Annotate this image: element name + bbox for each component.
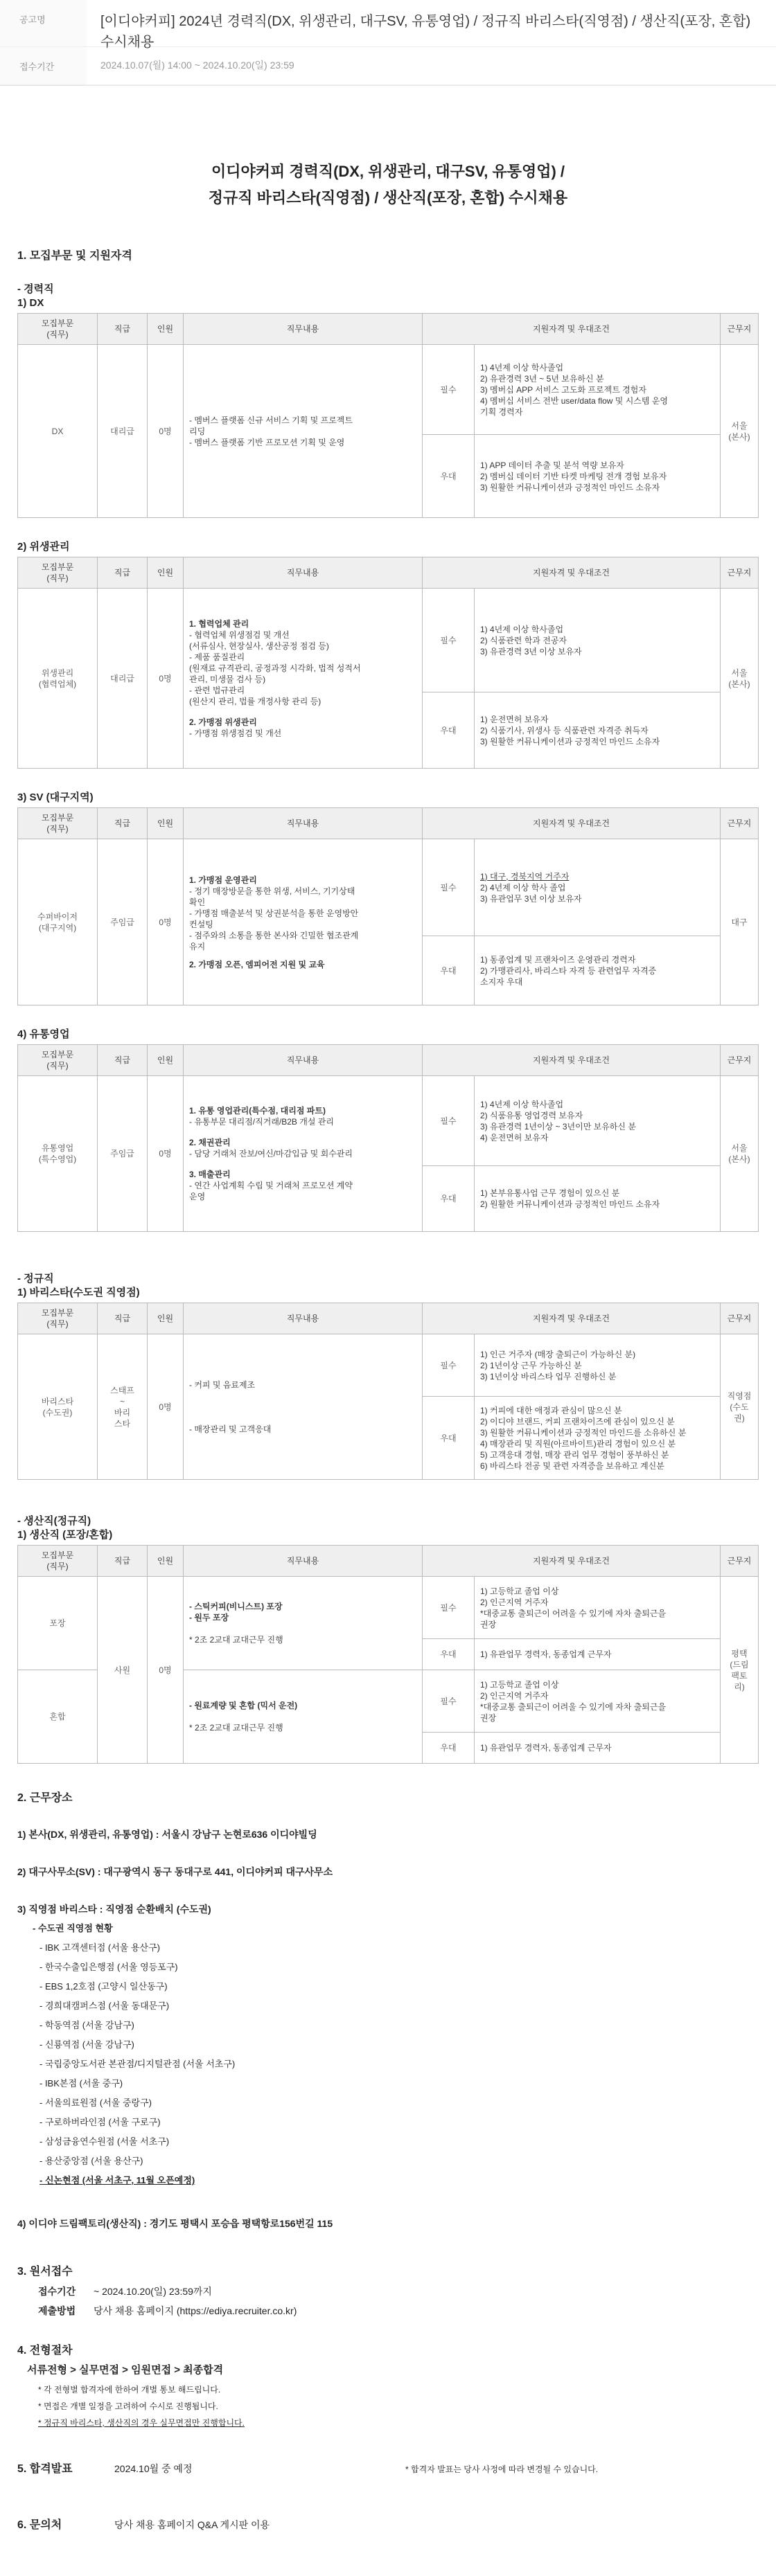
col-duties: 직무내용 [184,1546,423,1577]
period-label: 접수기간 [0,47,87,84]
dept-cell-packing: 포장 [18,1577,98,1670]
pref-label: 우대 [423,1639,475,1670]
section-announce-title: 5. 합격발표 [17,2463,73,2475]
location-hq: 1) 본사(DX, 위생관리, 유통영업) : 서울시 강남구 논현로636 이디야빌딩 [17,1829,317,1840]
col-loc: 근무지 [721,808,759,839]
pref-cell: 1) 유관업무 경력자, 동종업계 근무자 [475,1733,721,1764]
pref-cell: 1) APP 데이터 추출 및 분석 역량 보유자 2) 멤버십 데이터 기반 타켓 마케팅 전개 경험 보유자 3) 원활한 커뮤니케이션과 긍정적인 마인드 소유자 [475,435,721,518]
sv-table [17,807,759,1005]
req-label: 필수 [423,589,475,692]
duties-heading-3: 3. 매출관리 [189,1170,231,1179]
duties-body-2: - 담당 거래처 잔보/여신/마감입금 및 회수관리 [189,1149,353,1159]
req-label: 필수 [423,1334,475,1397]
col-count: 인원 [148,1303,184,1334]
col-qual: 지원자격 및 우대조건 [423,808,721,839]
col-rank: 직급 [98,808,148,839]
duties-heading-2: 2. 가맹점 오픈, 엠피어전 지원 및 교육 [189,959,325,969]
list-item: - 삼성금융연수원점 (서울 서초구) [39,2136,170,2147]
duties-cell [184,589,423,769]
duties-cell-packing [184,1577,423,1670]
list-item: - 구로하버라인점 (서울 구로구) [39,2117,161,2127]
duties-heading-1: 1. 가맹점 운영관리 [189,875,257,885]
duties-body-1: - 협력업체 위생점검 및 개선 (서류심사, 현장실사, 생산공정 점검 등) - 제품 품질관리 (원재료 규격관리, 공정과정 시각화, 법적 성적서 관리, 미생물 검사 등) - 관련 법규관리 (원산지 관리, 법률 개정사항 관리 등) [189,629,361,706]
col-count: 인원 [148,1045,184,1076]
duties-heading-1: 1. 협력업체 관리 [189,618,249,629]
list-item: - 한국수출입은행점 (서울 영등포구) [39,1962,178,1972]
location-factory: 4) 이디야 드림팩토리(생산직) : 경기도 평택시 포승읍 평택항로156번길 115 [17,2218,333,2229]
hygiene-table [17,557,759,769]
loc-cell: 직영점 (수도권) [721,1334,759,1480]
store-list-heading: - 수도권 직영점 현황 [33,1923,113,1933]
dx-table [17,313,759,518]
col-qual: 지원자격 및 우대조건 [423,557,721,589]
rank-cell: 스태프 ~ 바리 스타 [98,1334,148,1480]
req-label: 필수 [423,839,475,936]
req-label: 필수 [423,345,475,435]
apply-period-value: ~ 2024.10.20(일) 23:59까지 [94,2286,212,2297]
pref-cell: 1) 동종업계 및 프랜차이즈 운영관리 경력자 2) 가맹관리사, 바리스타 자격 등 관련업무 자격증 소지자 우대 [475,936,721,1005]
req-rest: 2) 4년제 이상 학사 졸업 3) 유관업무 3년 이상 보유자 [480,882,582,904]
production-table [17,1545,759,1764]
list-item: - 신룡역점 (서울 강남구) [39,2039,134,2050]
list-item: - 용산중앙점 (서울 용산구) [39,2156,143,2166]
col-qual: 지원자격 및 우대조건 [423,314,721,345]
col-rank: 직급 [98,314,148,345]
req-cell [475,839,721,936]
rank-cell: 주임급 [98,839,148,1005]
contact-value: 당사 채용 홈페이지 Q&A 게시판 이용 [114,2519,270,2530]
location-daegu: 2) 대구사무소(SV) : 대구광역시 동구 동대구로 441, 이디야커피 대구사무소 [17,1866,333,1877]
req-cell: 1) 고등학교 졸업 이상 2) 인근지역 거주자 *대중교통 출퇴근이 어려울 수 있기에 자차 출퇴근을 권장 [475,1577,721,1639]
pref-label: 우대 [423,1733,475,1764]
duties-heading-1: - 스틱커피(비니스트) 포장 [189,1602,283,1611]
rank-cell: 대리급 [98,345,148,518]
col-rank: 직급 [98,1546,148,1577]
loc-cell: 서울 (본사) [721,589,759,769]
career-label: - 경력직 [17,283,54,295]
section-apply-title: 3. 원서접수 [17,2266,73,2278]
apply-method-label: 제출방법 [38,2305,76,2316]
pref-label: 우대 [423,692,475,769]
barista-title: 1) 바리스타(수도권 직영점) [17,1287,140,1298]
count-cell: 0명 [148,589,184,769]
title-line-1: 이디야커피 경력직(DX, 위생관리, 대구SV, 유통영업) / [211,163,565,180]
count-cell: 0명 [148,1076,184,1232]
req-cell: 1) 4년제 이상 학사졸업 2) 유관경력 3년 ~ 5년 보유하신 분 3) 멤버십 APP 서비스 고도화 프로젝트 경험자 4) 멤버십 서비스 전반 user/data flow 및 시스템 운영 기획 경력자 [475,345,721,435]
pref-label: 우대 [423,1397,475,1480]
loc-cell: 평택 (드림 팩토리) [721,1577,759,1764]
rank-cell: 사원 [98,1577,148,1764]
pref-cell: 1) 유관업무 경력자, 동종업계 근무자 [475,1639,721,1670]
col-dept: 모집부문 (직무) [18,1546,98,1577]
apply-period-label: 접수기간 [38,2286,76,2297]
col-duties: 직무내용 [184,1045,423,1076]
dx-title: 1) DX [17,297,44,309]
req-cell: 1) 4년제 이상 학사졸업 2) 식품유통 영업경력 보유자 3) 유관경력 1년이상 ~ 3년이만 보유하신 분 4) 운전면허 보유자 [475,1076,721,1166]
req-cell: 1) 고등학교 졸업 이상 2) 인근지역 거주자 *대중교통 출퇴근이 어려울 수 있기에 자차 출퇴근을 권장 [475,1670,721,1733]
pref-label: 우대 [423,435,475,518]
duties-cell-mixing [184,1670,423,1764]
duties-cell: - 멤버스 플랫폼 신규 서비스 기획 및 프로젝트 리딩 - 멤버스 플랫폼 기반 프로모션 기획 및 운영 [184,345,423,518]
list-item: - IBK본점 (서울 중구) [39,2078,123,2088]
apply-method-row [17,2301,759,2320]
store-list [17,1919,759,2190]
list-item-upcoming: - 신논현점 (서울 서초구, 11월 오픈예정) [39,2175,195,2185]
count-cell: 0명 [148,1334,184,1480]
col-rank: 직급 [98,557,148,589]
duties-body-1: - 유통부문 대리점/직거래/B2B 개설 관리 [189,1117,334,1127]
col-duties: 직무내용 [184,1303,423,1334]
dept-cell: DX [18,345,98,518]
list-item: - 국립중앙도서관 본관점/디지털관점 (서울 서초구) [39,2059,236,2069]
hygiene-title: 2) 위생관리 [17,541,70,553]
duties-heading-2: - 원료계량 및 혼합 (믹서 운전) [189,1701,298,1710]
col-loc: 근무지 [721,314,759,345]
col-duties: 직무내용 [184,314,423,345]
dept-cell: 유통영업 (특수영업) [18,1076,98,1232]
list-item: - EBS 1,2호점 (고양시 일산동구) [39,1981,168,1992]
duties-body-1: - 원두 포장 [189,1613,229,1622]
regular-label: - 정규직 [17,1273,54,1285]
process-flow: 서류전형 > 실무면접 > 임원면접 > 최종합격 [27,2364,224,2376]
rank-cell: 대리급 [98,589,148,769]
dept-cell: 위생관리 (협력업체) [18,589,98,769]
process-note-2: * 면접은 개별 일정을 고려하여 수시로 진행됩니다. [38,2401,218,2411]
dept-cell: 수퍼바이저 (대구지역) [18,839,98,1005]
count-cell: 0명 [148,345,184,518]
list-item: - 서울의료원점 (서울 중랑구) [39,2098,152,2108]
col-dept: 모집부문 (직무) [18,314,98,345]
section-recruit-title: 1. 모집부문 및 지원자격 [17,250,132,262]
list-item: - 경희대캠퍼스점 (서울 동대문구) [39,2001,170,2011]
duties-cell: - 커피 및 음료제조 - 매장관리 및 고객응대 [184,1334,423,1480]
col-count: 인원 [148,1546,184,1577]
duties-body-1: - 정기 매장방문을 통한 위생, 서비스, 기기상태 확인 - 가맹점 매출분석 및 상권분석을 통한 운영방안 컨설팅 - 점주와의 소통을 통한 본사와 긴밀한 협조관계 유지 [189,886,359,951]
dept-cell-mixing: 혼합 [18,1670,98,1764]
req-underlined: 1) 대구, 경북지역 거주자 [480,871,570,882]
col-count: 인원 [148,808,184,839]
duties-cell [184,1076,423,1232]
list-item: - IBK 고객센터점 (서울 용산구) [39,1942,160,1953]
col-qual: 지원자격 및 우대조건 [423,1045,721,1076]
announce-note: * 합격자 발표는 당사 사정에 따라 변경될 수 있습니다. [405,2465,599,2474]
production-label: - 생산직(정규직) [17,1515,91,1527]
col-loc: 근무지 [721,1546,759,1577]
title-line-2: 정규직 바리스타(직영점) / 생산직(포장, 혼합) 수시채용 [208,189,568,206]
duties-cell [184,839,423,1005]
req-cell: 1) 4년제 이상 학사졸업 2) 식품관련 학과 전공자 3) 유관경력 3년 이상 보유자 [475,589,721,692]
duties-shift-1: * 2조 2교대 교대근무 진행 [189,1635,283,1645]
pref-cell: 1) 운전면허 보유자 2) 식품기사, 위생사 등 식품관련 자격증 취득자 3) 원활한 커뮤니케이션과 긍정적인 마인드 소유자 [475,692,721,769]
loc-cell: 서울 (본사) [721,1076,759,1232]
req-label: 필수 [423,1076,475,1166]
title-label: 공고명 [0,0,87,46]
contact-row [17,2518,759,2532]
process-note-1: * 각 전형별 합격자에 한하여 개별 통보 해드립니다. [38,2385,221,2395]
duties-body-2: - 가맹점 위생점검 및 개선 [189,728,282,738]
col-qual: 지원자격 및 우대조건 [423,1546,721,1577]
req-label: 필수 [423,1577,475,1639]
col-rank: 직급 [98,1045,148,1076]
section-contact-title: 6. 문의처 [17,2519,62,2531]
count-cell: 0명 [148,1577,184,1764]
col-duties: 직무내용 [184,557,423,589]
process-notes [17,2381,759,2431]
application-period: 2024.10.07(월) 14:00 ~ 2024.10.20(일) 23:59 [100,60,294,71]
count-cell: 0명 [148,839,184,1005]
duties-heading-1: 1. 유통 영업관리(특수점, 대리점 파트) [189,1106,326,1116]
announcement-row [17,2462,759,2476]
req-label: 필수 [423,1670,475,1733]
pref-label: 우대 [423,1166,475,1232]
apply-method-value: 당사 채용 홈페이지 (https://ediya.recruiter.co.kr) [94,2305,297,2316]
posting-content [0,159,776,2532]
list-item: - 학동역점 (서울 강남구) [39,2020,134,2030]
col-count: 인원 [148,557,184,589]
sv-title: 3) SV (대구지역) [17,791,94,803]
location-stores: 3) 직영점 바리스타 : 직영점 순환배치 (수도권) [17,1904,211,1915]
col-count: 인원 [148,314,184,345]
sales-title: 4) 유통영업 [17,1028,70,1040]
col-dept: 모집부문 (직무) [18,557,98,589]
section-location-title: 2. 근무장소 [17,1792,73,1804]
section-process-title: 4. 전형절차 [17,2345,73,2356]
pref-label: 우대 [423,936,475,1005]
announce-value: 2024.10월 중 예정 [114,2463,193,2474]
page-title [17,159,759,211]
production-title: 1) 생산직 (포장/혼합) [17,1529,113,1541]
col-loc: 근무지 [721,557,759,589]
posting-title: [이디야커피] 2024년 경력직(DX, 위생관리, 대구SV, 유통영업) / 정규직 바리스타(직영점) / 생산직(포장, 혼합) 수시채용 [100,14,751,50]
loc-cell: 서울 (본사) [721,345,759,518]
col-dept: 모집부문 (직무) [18,1045,98,1076]
col-duties: 직무내용 [184,808,423,839]
sales-table [17,1044,759,1232]
col-loc: 근무지 [721,1045,759,1076]
loc-cell: 대구 [721,839,759,1005]
col-rank: 직급 [98,1303,148,1334]
duties-heading-2: 2. 채권관리 [189,1138,231,1147]
col-dept: 모집부문 (직무) [18,1303,98,1334]
req-cell: 1) 인근 거주자 (매장 출퇴근이 가능하신 분) 2) 1년이상 근무 가능하신 분 3) 1년이상 바리스타 업무 진행하신 분 [475,1334,721,1397]
duties-body-3: - 연간 사업계획 수립 및 거래처 프로모션 계약 운영 [189,1181,353,1201]
pref-cell: 1) 본부유통사업 근무 경험이 있으신 분 2) 원활한 커뮤니케이션과 긍정적인 마인드 소유자 [475,1166,721,1232]
rank-cell: 주임급 [98,1076,148,1232]
col-dept: 모집부문 (직무) [18,808,98,839]
posting-header [0,0,776,86]
dept-cell: 바리스타 (수도권) [18,1334,98,1480]
apply-period-row [17,2282,759,2301]
duties-shift-2: * 2조 2교대 교대근무 진행 [189,1723,283,1733]
process-note-3: * 정규직 바리스타, 생산직의 경우 실무면접만 진행합니다. [38,2418,245,2428]
barista-table [17,1303,759,1480]
col-loc: 근무지 [721,1303,759,1334]
col-qual: 지원자격 및 우대조건 [423,1303,721,1334]
pref-cell: 1) 커피에 대한 애정과 관심이 많으신 분 2) 이디야 브랜드, 커피 프랜차이즈에 관심이 있으신 분 3) 원활한 커뮤니케이션과 긍정적인 마인드를 소유하신 분 4) 매장관리 및 직원(아르바이트)관리 경험이 있으신 분 5) 고객응대 경험, 매장 관리 업무 경험이 풍부하신 분 6) 바리스타 전공 및 관련 자격증을 보유하고 계신분 [475,1397,721,1480]
duties-heading-2: 2. 가맹점 위생관리 [189,717,257,727]
